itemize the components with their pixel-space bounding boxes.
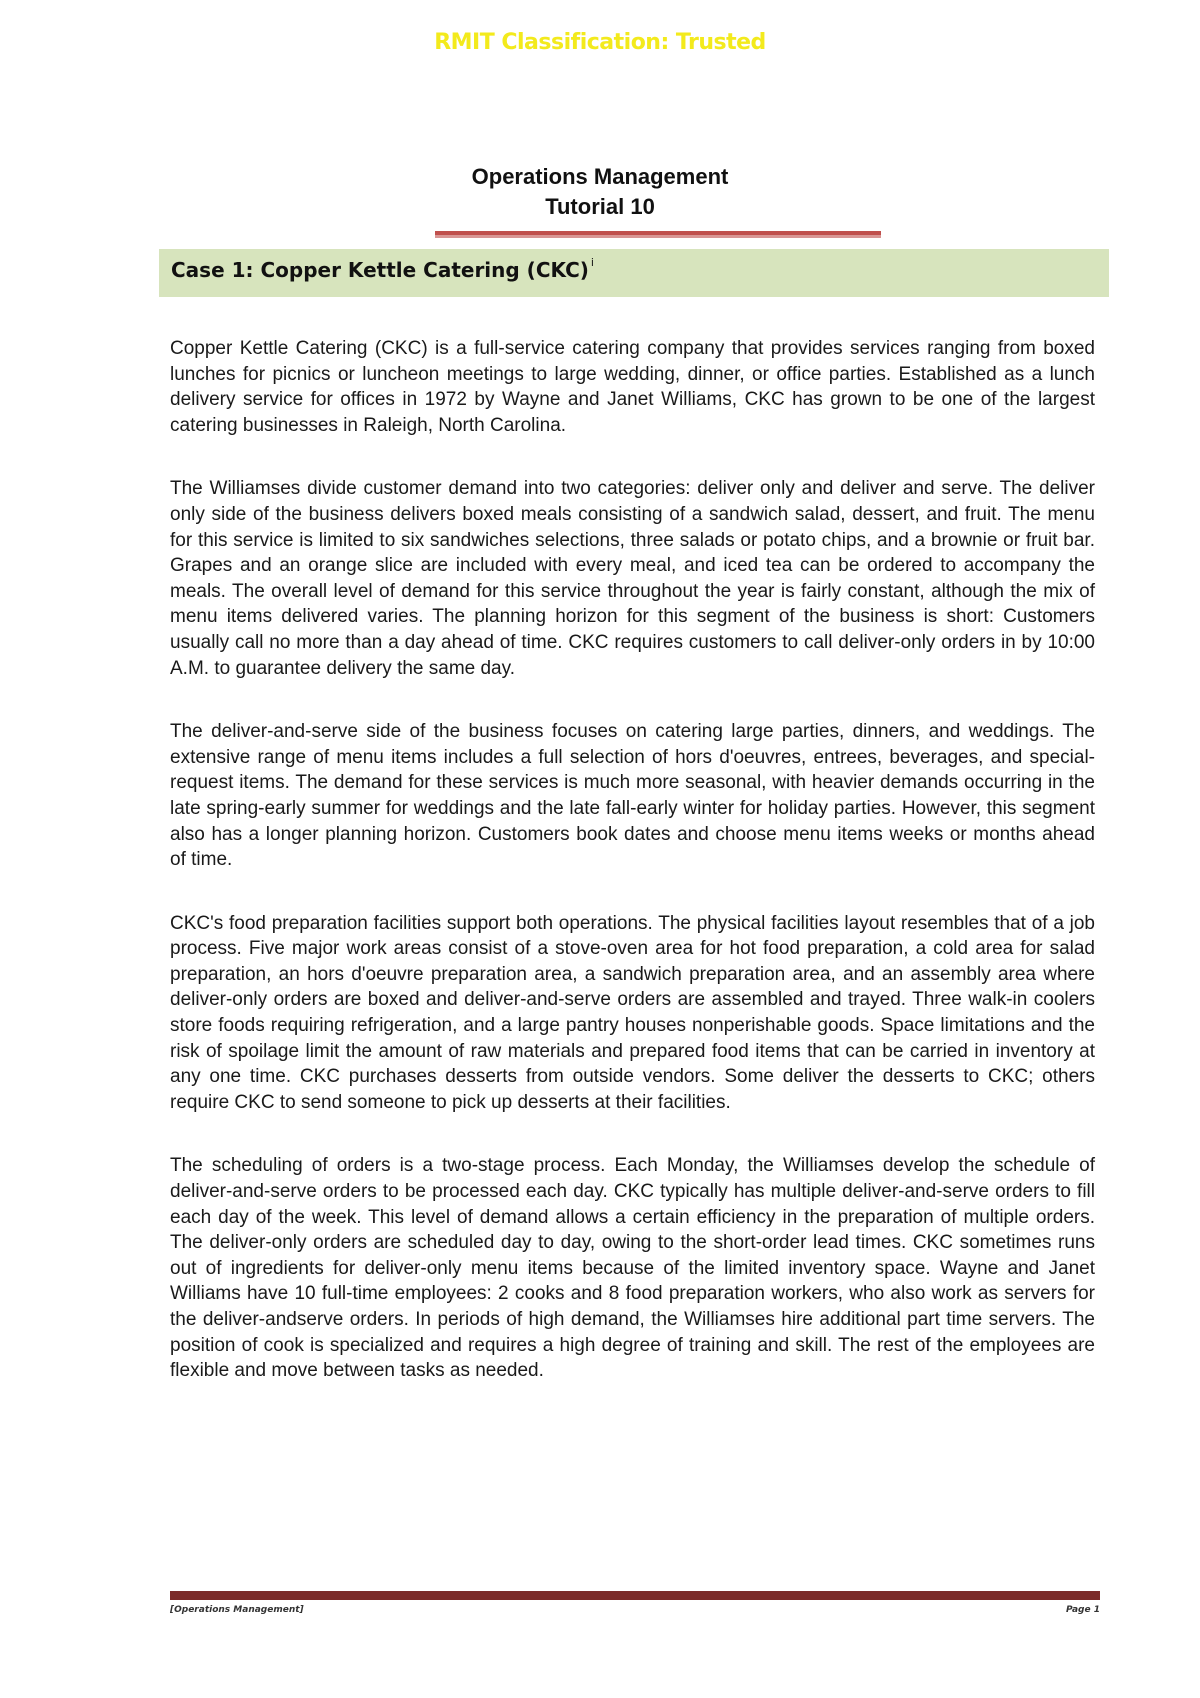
footer-document-name: [Operations Management] [170,1605,304,1615]
page-title [0,162,1200,222]
classification-label: RMIT Classification: Trusted [434,30,766,55]
paragraph-intro: Copper Kettle Catering (CKC) is a full-service catering company that provides services ranging from boxed lunches for picnics or luncheon meetings to large wedding, dinner, or office parties. Established as a lunch delivery service for offices in 1972 by Wayne and Janet Williams, CKC has grown to be one of the largest catering businesses in Raleigh, North Carolina. [170,338,1095,436]
title-line-1: Operations Management [471,164,729,189]
footnote-marker: i [590,256,594,269]
title-line-2: Tutorial 10 [545,194,655,219]
title-divider [435,231,881,238]
case-heading-banner [159,249,1109,297]
paragraph-scheduling: The scheduling of orders is a two-stage process. Each Monday, the Williamses develop the schedule of deliver-and-serve orders to be processed each day. CKC typically has multiple deliver-and-serve orders to fill each day of the week. This level of demand allows a certain efficiency in the preparation of multiple orders. The deliver-only orders are scheduled day to day, owing to the short-order lead times. CKC sometimes runs out of ingredients for deliver-only menu items because of the limited inventory space. Wayne and Janet Williams have 10 full-time employees: 2 cooks and 8 food preparation workers, who also work as servers for the deliver-andserve orders. In periods of high demand, the Williamses hire additional part time servers. The position of cook is specialized and requires a high degree of training and skill. The rest of the employees are flexible and move between tasks as needed. [170,1155,1095,1382]
paragraph-deliver-and-serve: The deliver-and-serve side of the business focuses on catering large parties, dinners, and weddings. The extensive range of menu items includes a full selection of hors d'oeuvres, entrees, beverages, and special-request items. The demand for these services is much more seasonal, with heavier demands occurring in the late spring-early summer for weddings and the late fall-early winter for holiday parties. However, this segment also has a longer planning horizon. Customers book dates and choose menu items weeks or months ahead of time. [170,721,1095,871]
case-body [170,336,1095,1422]
paragraph-demand-categories: The Williamses divide customer demand into two categories: deliver only and deliver and serve. The deliver only side of the business delivers boxed meals consisting of a sandwich salad, dessert, and fruit. The menu for this service is limited to six sandwiches selections, three salads or potato chips, and a brownie or fruit bar. Grapes and an orange slice are included with every meal, and iced tea can be ordered to accompany the meals. The overall level of demand for this service throughout the year is fairly constant, although the mix of menu items delivered varies. The planning horizon for this segment of the business is short: Customers usually call no more than a day ahead of time. CKC requires customers to call deliver-only orders in by 10:00 A.M. to guarantee delivery the same day. [170,478,1095,679]
footer-page-number: Page 1 [1065,1605,1100,1615]
paragraph-facilities: CKC's food preparation facilities support both operations. The physical facilities layout resembles that of a job process. Five major work areas consist of a stove-oven area for hot food preparation, a cold area for salad preparation, an hors d'oeuvre preparation area, a sandwich preparation area, and an assembly area where deliver-only orders are boxed and deliver-and-serve orders are assembled and trayed. Three walk-in coolers store foods requiring refrigeration, and a large pantry houses nonperishable goods. Space limitations and the risk of spoilage limit the amount of raw materials and prepared food items that can be carried in inventory at any one time. CKC purchases desserts from outside vendors. Some deliver the desserts to CKC; others require CKC to send someone to pick up desserts at their facilities. [170,912,1095,1113]
case-heading: Case 1: Copper Kettle Catering (CKC) [171,258,589,282]
footer-divider [170,1591,1100,1600]
